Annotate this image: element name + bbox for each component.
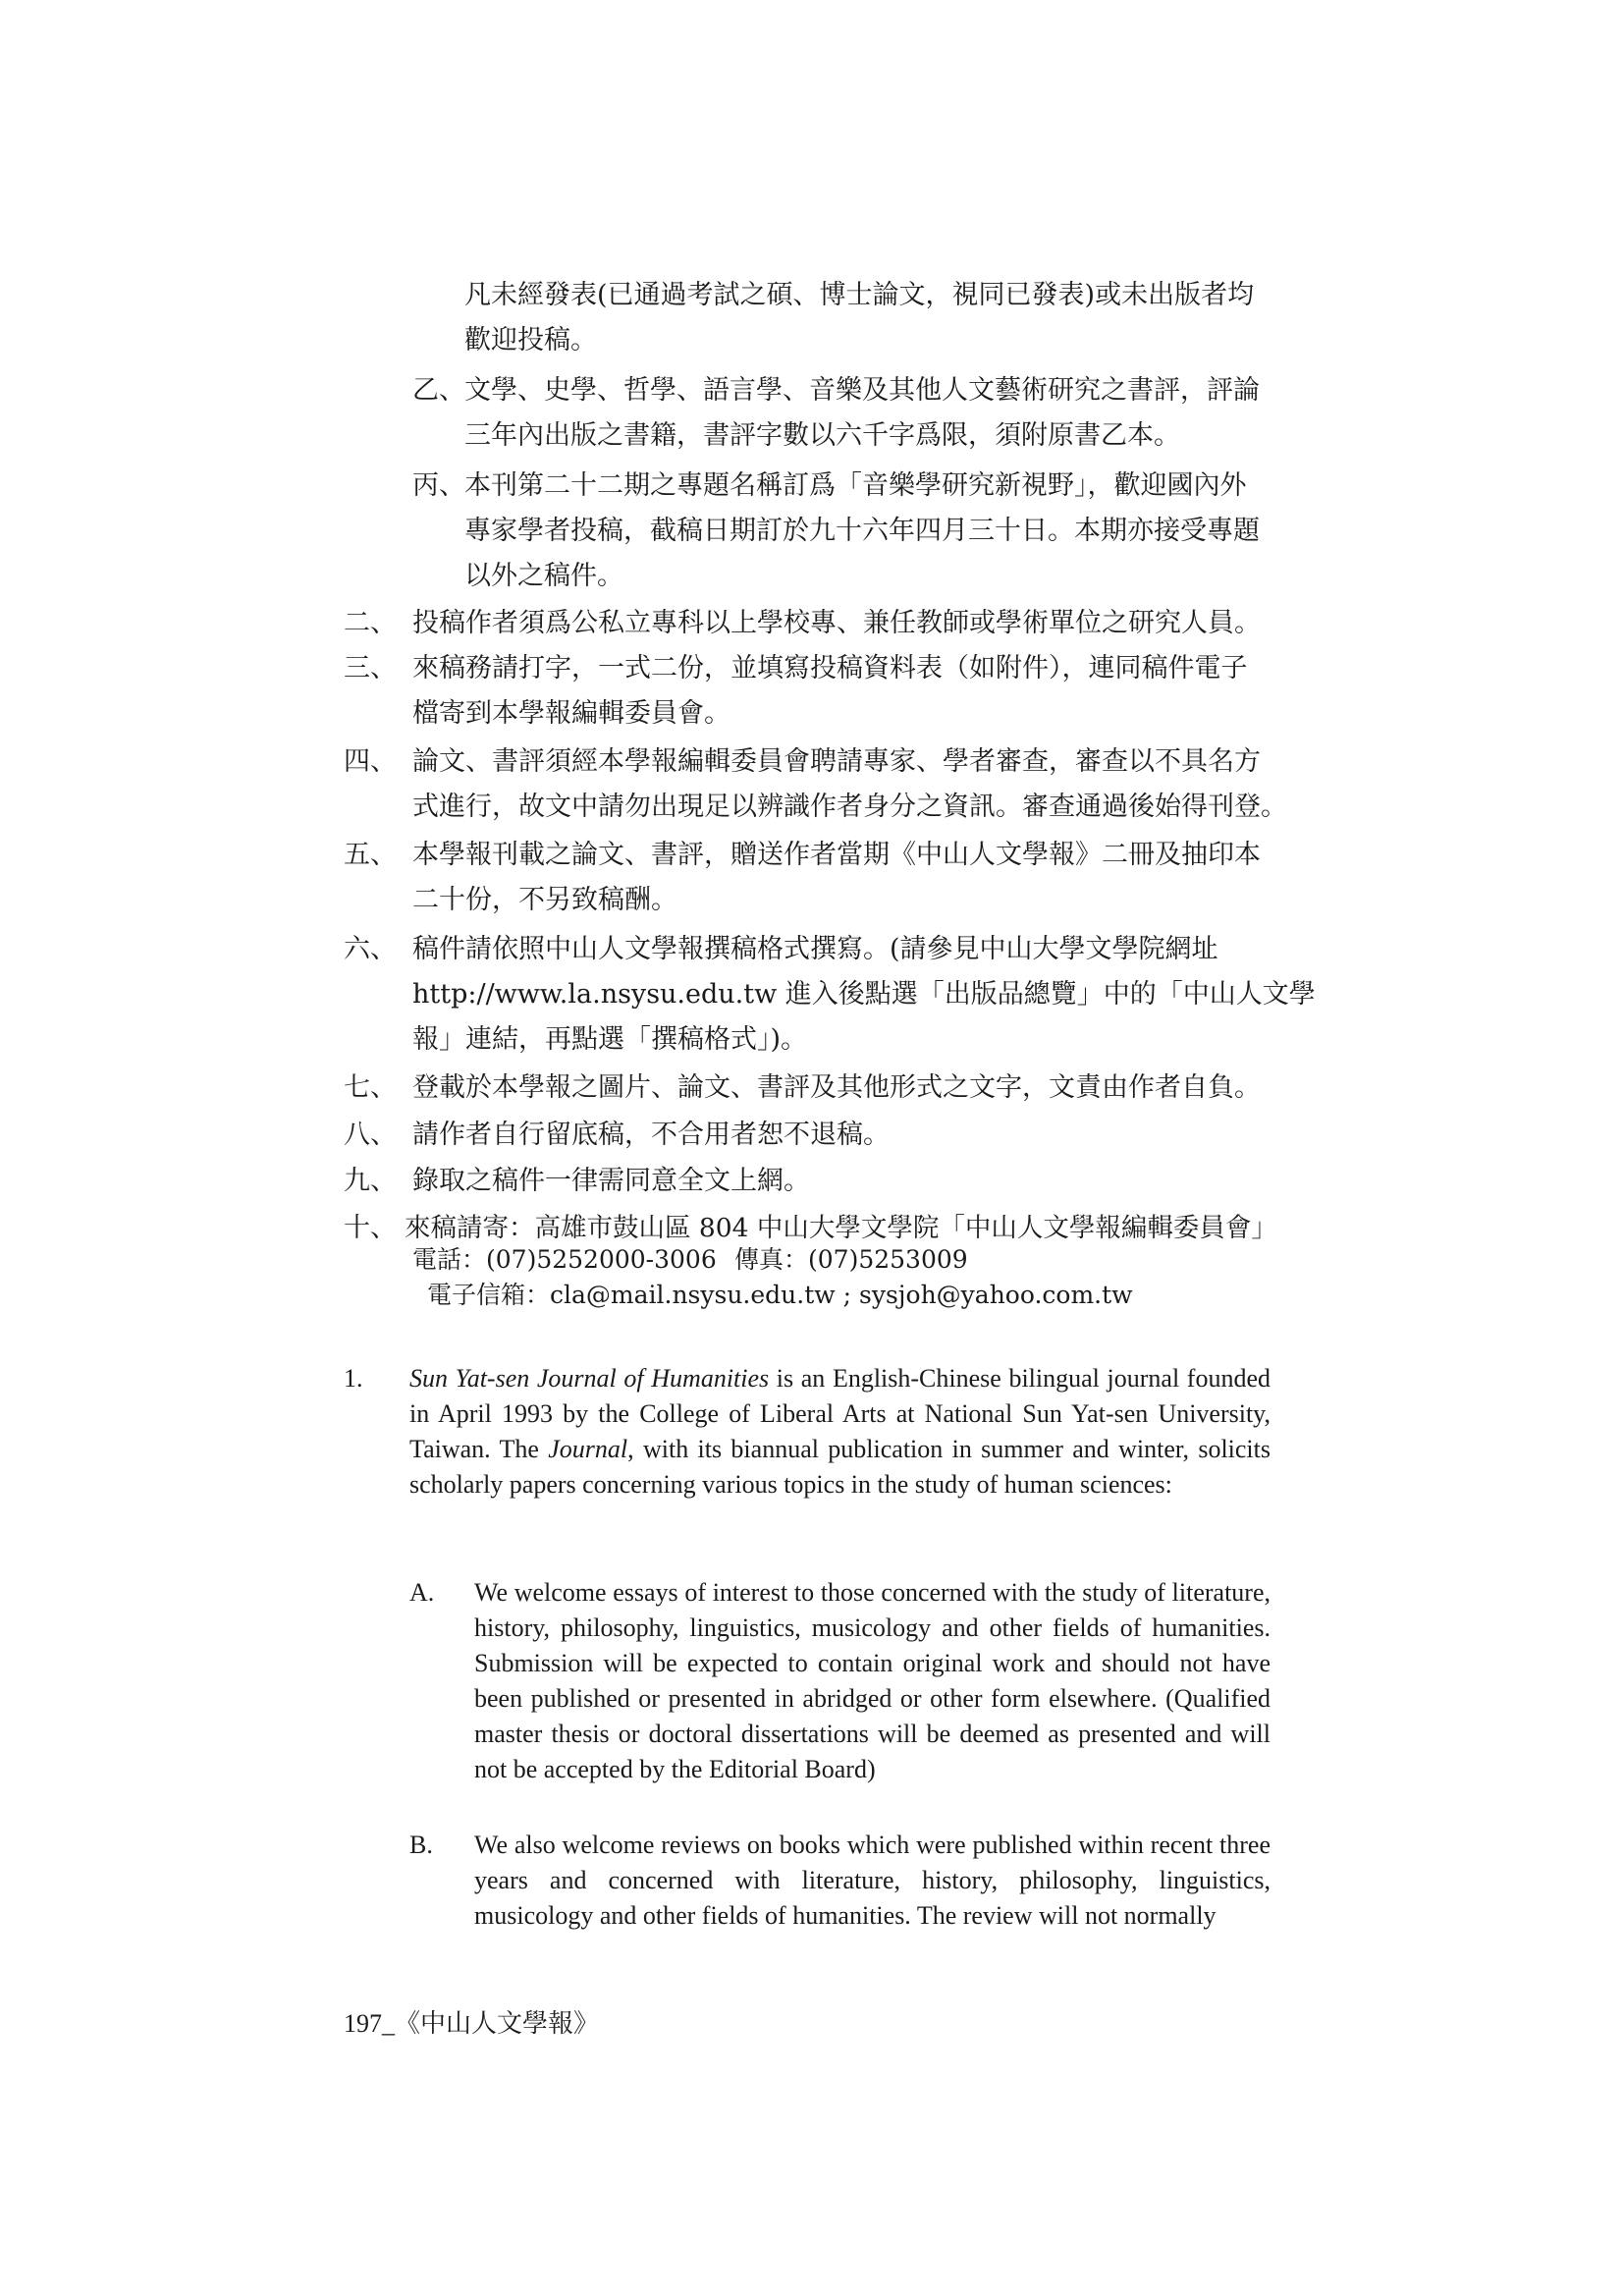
zh-jia-line-1: 凡未經發表(已通過考試之碩、博士論文，視同已發表)或未出版者均 bbox=[464, 280, 1255, 310]
zh-item-10-line-1: 來稿請寄：高雄市鼓山區 804 中山大學文學院「中山人文學報編輯委員會」 bbox=[405, 1213, 1277, 1243]
contact-email: 電子信箱：cla@mail.nsysu.edu.tw ; sysjoh@yahoo.com.tw bbox=[427, 1281, 1133, 1309]
zh-item-10-marker: 十、 bbox=[344, 1213, 397, 1243]
journal-word: Journal bbox=[548, 1435, 628, 1463]
zh-item-5-line-1: 本學報刊載之論文、書評，贈送作者當期《中山人文學報》二冊及抽印本 bbox=[412, 840, 1261, 870]
zh-item-3-line-2: 檔寄到本學報編輯委員會。 bbox=[412, 698, 730, 729]
zh-yi-line-2: 三年內出版之書籍，書評字數以六千字爲限，須附原書乙本。 bbox=[464, 420, 1180, 451]
zh-item-6-marker: 六、 bbox=[344, 934, 397, 964]
zh-bing-marker: 丙、 bbox=[412, 470, 465, 501]
en-item-b-text: We also welcome reviews on books which were published within recent three years and concerned with literature, history, philosophy, linguistics, musicology and other fields of humanities. The review will not normally bbox=[474, 1831, 1271, 1930]
zh-bing-line-3: 以外之稿件。 bbox=[464, 561, 623, 591]
zh-item-8-line-1: 請作者自行留底稿，不合用者恕不退稿。 bbox=[412, 1120, 890, 1150]
zh-yi-line-1: 文學、史學、哲學、語言學、音樂及其他人文藝術研究之書評，評論 bbox=[464, 375, 1260, 406]
zh-item-2-line-1: 投稿作者須爲公私立專科以上學校專、兼任教師或學術單位之研究人員。 bbox=[412, 608, 1261, 638]
en-item-1-text-a: is an English-Chinese bilingual journal founded in April 1993 by the College of Liberal Arts at National Sun Yat-sen University, Taiwan. The bbox=[409, 1364, 1271, 1463]
zh-item-6-line-2: http://www.la.nsysu.edu.tw 進入後點選「出版品總覽」中的「中山人文學 bbox=[412, 979, 1316, 1010]
zh-item-9-marker: 九、 bbox=[344, 1166, 397, 1196]
zh-item-7-line-1: 登載於本學報之圖片、論文、書評及其他形式之文字，文責由作者自負。 bbox=[412, 1072, 1261, 1103]
zh-jia-line-2: 歡迎投稿。 bbox=[464, 325, 597, 355]
zh-item-9-line-1: 錄取之稿件一律需同意全文上網。 bbox=[412, 1166, 810, 1196]
contact-phone: 電話：(07)5252000-3006 bbox=[412, 1245, 717, 1274]
zh-item-4-marker: 四、 bbox=[344, 746, 397, 777]
zh-item-2-marker: 二、 bbox=[344, 608, 397, 638]
en-item-a-marker: A. bbox=[409, 1578, 435, 1607]
en-item-b-marker: B. bbox=[409, 1831, 433, 1859]
zh-item-4-line-2: 式進行，故文中請勿出現足以辨識作者身分之資訊。審查通過後始得刊登。 bbox=[412, 792, 1287, 822]
contact-fax: 傳真：(07)5253009 bbox=[734, 1245, 968, 1274]
zh-item-7-marker: 七、 bbox=[344, 1072, 397, 1103]
page-number: 197_ bbox=[344, 2009, 395, 2038]
en-item-a-text: We welcome essays of interest to those concerned with the study of literature, history, philosophy, linguistics, musicology and other fields of humanities. Submission will be expected to contain original work and should not have been published or presented in abridged or other form elsewhere. (Qualified master thesis or doctoral dissertations will be deemed as presented and will not be accepted by the Editorial Board) bbox=[474, 1578, 1271, 1783]
zh-item-8-marker: 八、 bbox=[344, 1120, 397, 1150]
journal-name: Sun Yat-sen Journal of Humanities bbox=[409, 1364, 770, 1393]
page-footer bbox=[344, 2003, 599, 2042]
zh-item-3-marker: 三、 bbox=[344, 653, 397, 683]
en-item-1-marker: 1. bbox=[344, 1364, 363, 1393]
zh-item-4-line-1: 論文、書評須經本學報編輯委員會聘請專家、學者審查，審查以不具名方 bbox=[412, 746, 1261, 777]
zh-bing-line-1: 本刊第二十二期之專題名稱訂爲「音樂學研究新視野」，歡迎國內外 bbox=[464, 470, 1247, 501]
zh-item-5-line-2: 二十份，不另致稿酬。 bbox=[412, 885, 677, 915]
en-item-1-text bbox=[409, 1361, 1271, 1503]
zh-item-3-line-1: 來稿務請打字，一式二份，並填寫投稿資料表（如附件），連同稿件電子 bbox=[412, 653, 1248, 683]
zh-yi-marker: 乙、 bbox=[412, 375, 465, 406]
zh-item-5-marker: 五、 bbox=[344, 840, 397, 870]
zh-item-6-line-3: 報」連結，再點選「撰稿格式」)。 bbox=[412, 1024, 808, 1055]
en-item-1-text-b: , with its biannual publication in summer and winter, solicits scholarly papers concerning various topics in the study of human sciences: bbox=[409, 1435, 1271, 1499]
zh-item-6-line-1: 稿件請依照中山人文學報撰稿格式撰寫。(請參見中山大學文學院網址 bbox=[412, 934, 1218, 964]
footer-journal: 《中山人文學報》 bbox=[395, 2009, 600, 2039]
zh-bing-line-2: 專家學者投稿，截稿日期訂於九十六年四月三十日。本期亦接受專題 bbox=[464, 516, 1260, 546]
